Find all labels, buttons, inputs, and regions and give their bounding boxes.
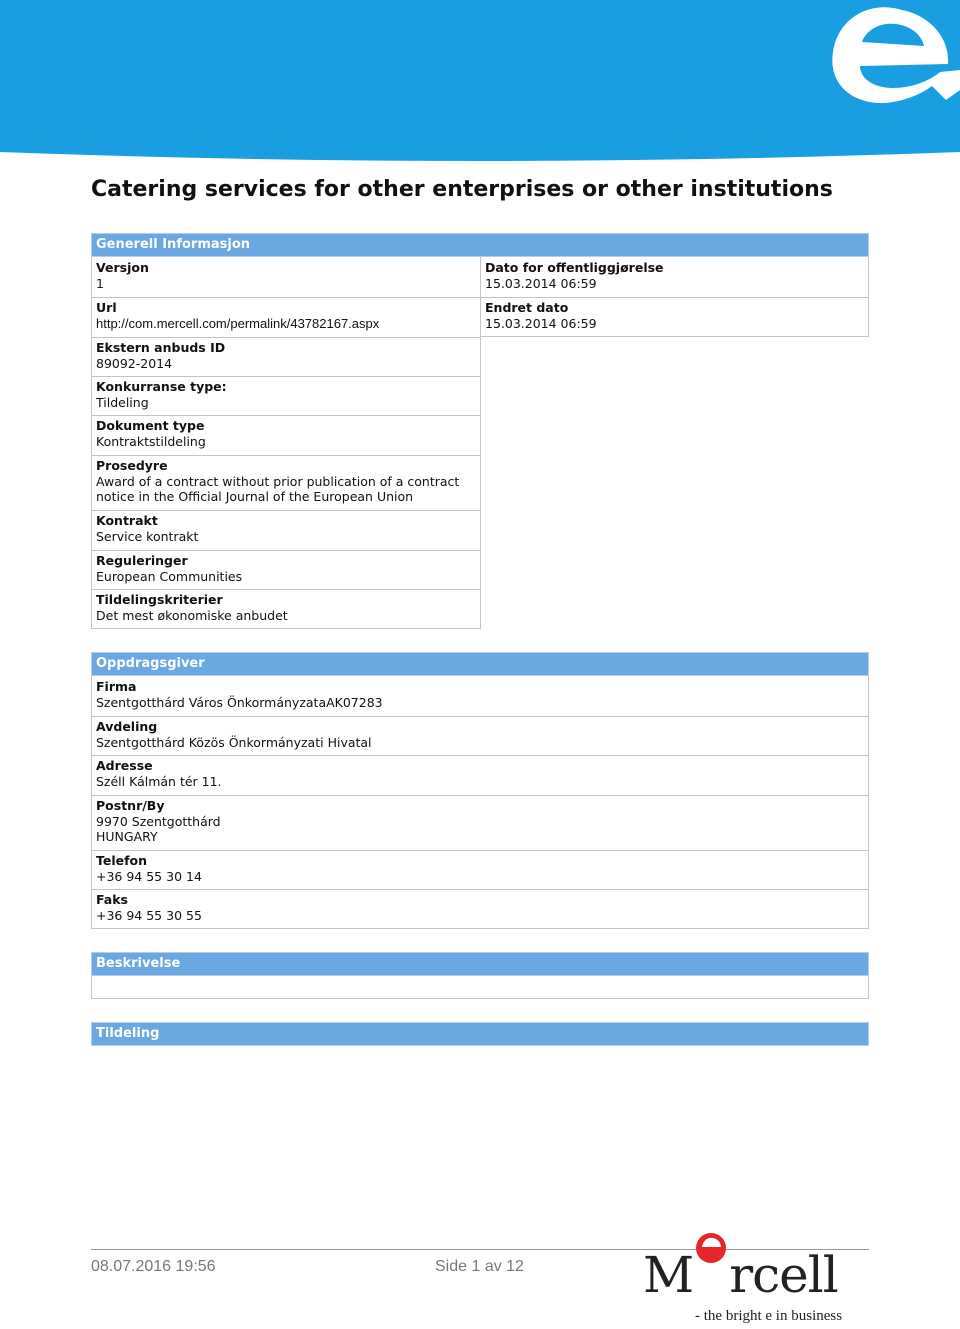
field-label: Versjon xyxy=(96,260,149,275)
field-value: Service kontrakt xyxy=(96,528,199,544)
field-value: 15.03.2014 06:59 xyxy=(485,315,597,331)
field-fax xyxy=(91,889,869,929)
mercell-logo xyxy=(643,1246,868,1327)
field-procedure xyxy=(91,455,481,511)
field-changed-date xyxy=(480,297,869,337)
field-label: Reguleringer xyxy=(96,553,188,568)
field-value: HUNGARY xyxy=(96,829,158,844)
field-contract xyxy=(91,510,481,551)
field-version xyxy=(91,257,481,298)
field-label: Konkurranse type: xyxy=(96,379,227,394)
field-value: 15.03.2014 06:59 xyxy=(485,275,597,291)
field-value: Szentgotthárd Város ÖnkormányzataAK07283 xyxy=(96,694,383,710)
field-label: Faks xyxy=(96,892,128,907)
field-document-type xyxy=(91,415,481,456)
field-value: 9970 Szentgotthárd xyxy=(96,813,221,829)
field-value: notice in the Official Journal of the European Union xyxy=(96,489,414,504)
field-label: Postnr/By xyxy=(96,798,165,813)
footer-date: 08.07.2016 19:56 xyxy=(91,1258,216,1275)
field-label: Url xyxy=(96,300,117,315)
field-value: European Communities xyxy=(96,568,243,584)
field-label: Endret dato xyxy=(485,300,569,315)
logo-tagline: - the bright e in business xyxy=(695,1308,843,1324)
section-header-client: Oppdragsgiver xyxy=(91,652,869,676)
field-value: Széll Kálmán tér 11. xyxy=(96,773,222,789)
field-value: Award of a contract without prior publication of a contract xyxy=(96,473,460,489)
document-title: Catering services for other enterprises or other institutions xyxy=(91,177,833,202)
field-value: +36 94 55 30 14 xyxy=(96,868,202,884)
logo-e-icon xyxy=(693,1260,729,1292)
field-value: 89092-2014 xyxy=(96,355,173,371)
section-header-general: Generell Informasjon xyxy=(91,233,869,257)
field-postcode-city xyxy=(91,795,869,851)
field-publication-date xyxy=(480,257,869,298)
field-award-criteria xyxy=(91,589,481,629)
field-label: Kontrakt xyxy=(96,513,158,528)
field-value: 1 xyxy=(96,275,104,291)
field-label: Avdeling xyxy=(96,719,158,734)
section-header-description: Beskrivelse xyxy=(91,952,869,976)
field-department xyxy=(91,716,869,756)
field-phone xyxy=(91,850,869,890)
field-value: Kontraktstildeling xyxy=(96,433,206,449)
header-banner xyxy=(0,0,960,165)
logo-wordmark: M rcell xyxy=(643,1246,838,1304)
field-label: Tildelingskriterier xyxy=(96,592,223,607)
field-label: Dato for offentliggjørelse xyxy=(485,260,664,275)
description-content xyxy=(91,976,869,999)
field-company xyxy=(91,676,869,717)
field-label: Ekstern anbuds ID xyxy=(96,340,226,355)
field-value: Tildeling xyxy=(96,394,149,410)
field-address xyxy=(91,755,869,796)
field-regulations xyxy=(91,550,481,590)
field-label: Prosedyre xyxy=(96,458,168,473)
section-header-award: Tildeling xyxy=(91,1022,869,1046)
field-label: Dokument type xyxy=(96,418,205,433)
footer-page-number: Side 1 av 12 xyxy=(435,1258,524,1275)
field-value: +36 94 55 30 55 xyxy=(96,907,202,923)
field-competition-type xyxy=(91,376,481,416)
field-external-id xyxy=(91,337,481,377)
field-value: Det mest økonomiske anbudet xyxy=(96,607,288,623)
url-link[interactable]: http://com.mercell.com/permalink/43782167.aspx xyxy=(96,315,380,331)
field-label: Telefon xyxy=(96,853,148,868)
field-value: Szentgotthárd Közös Önkormányzati Hivatal xyxy=(96,734,372,750)
field-label: Firma xyxy=(96,679,137,694)
field-url xyxy=(91,297,481,338)
field-label: Adresse xyxy=(96,758,153,773)
